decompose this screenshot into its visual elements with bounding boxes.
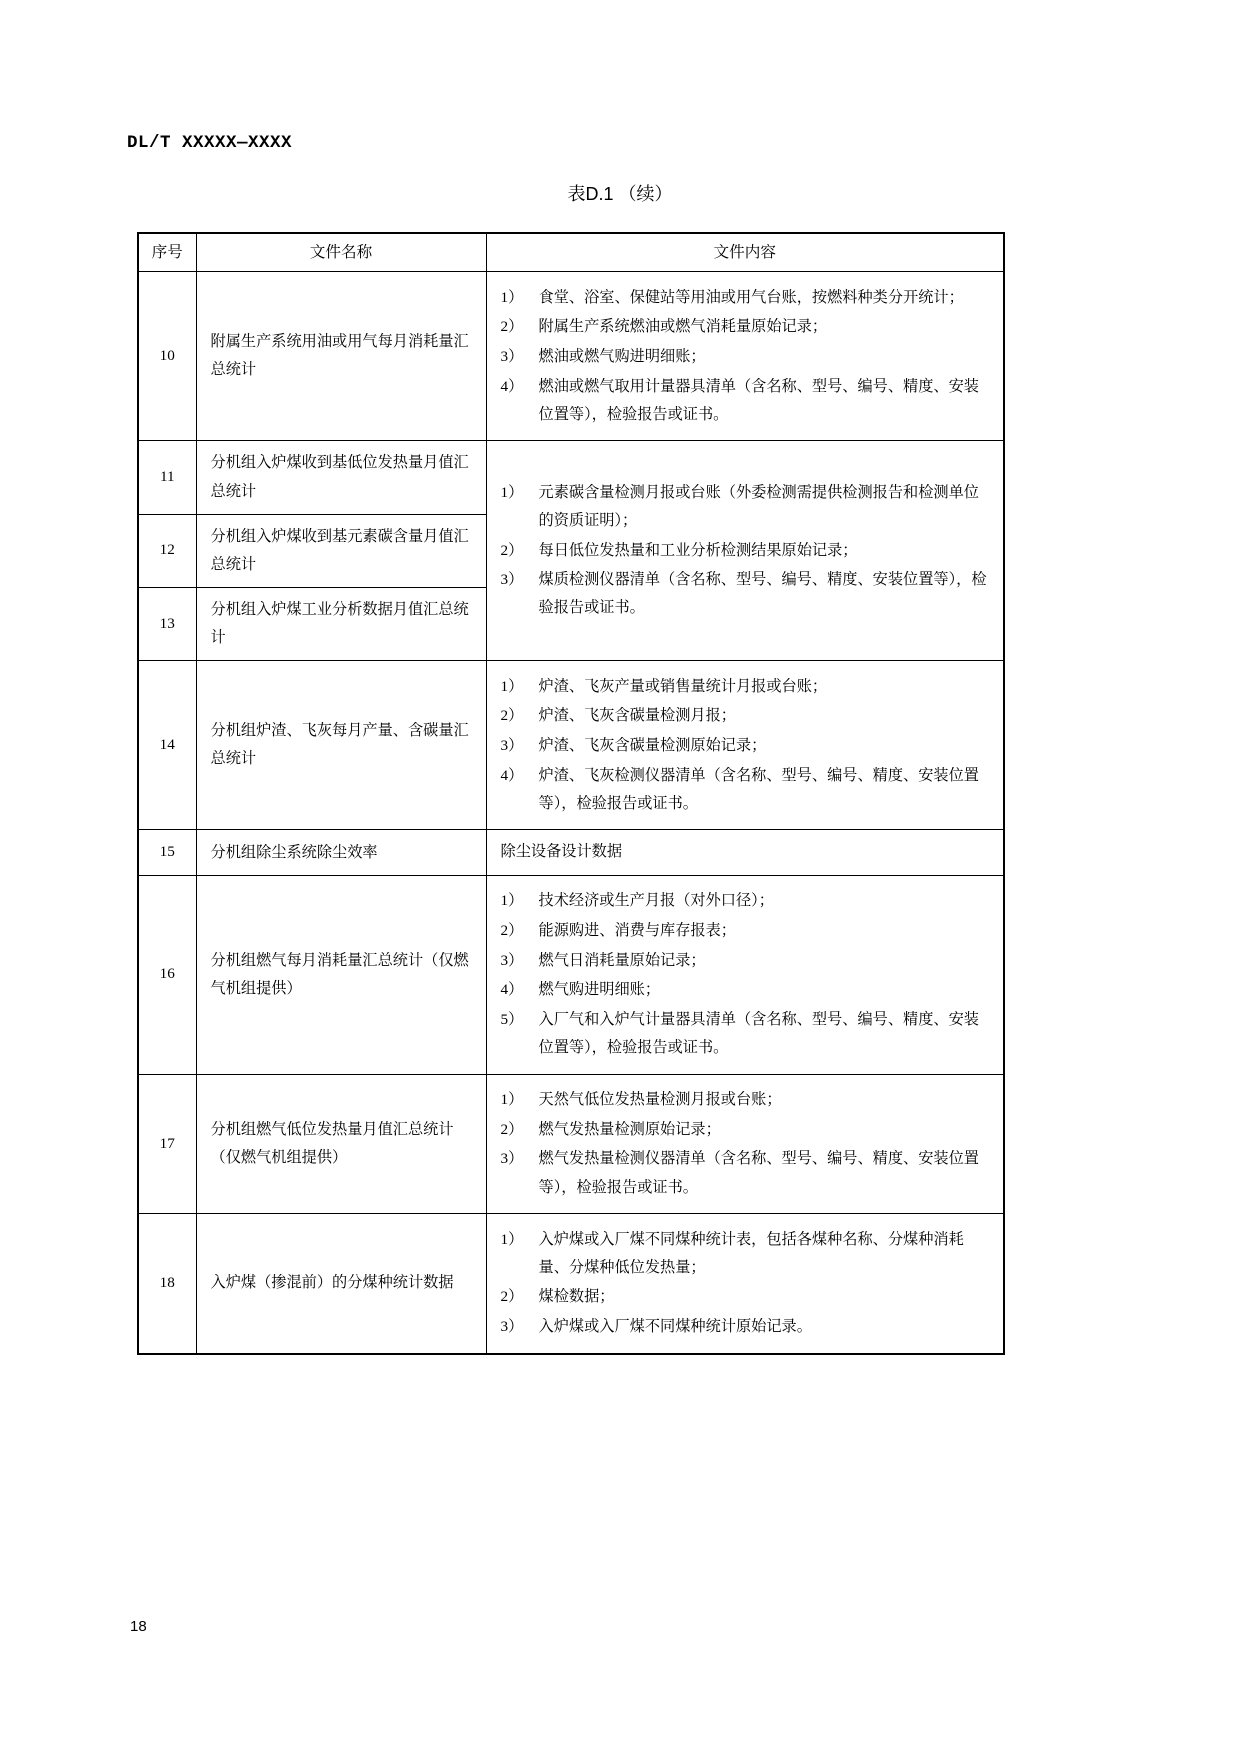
page-number: 18 [130,1618,147,1635]
item-text: 燃油或燃气购进明细账； [538,348,706,365]
item-text: 食堂、浴室、保健站等用油或用气台账，按燃料种类分开统计； [538,288,964,306]
item-text: 煤质检测仪器清单（含名称、型号、编号、精度、安装位置等），检验报告或证书。 [538,571,987,617]
item-marker: 2） [500,922,524,939]
item-text: 炉渣、飞灰检测仪器清单（含名称、型号、编号、精度、安装位置等），检验报告或证书。 [538,766,979,812]
list-item [497,479,992,535]
cell-no: 18 [138,1214,196,1354]
cell-file-content: 除尘设备设计数据 [486,830,1004,876]
item-text: 煤检数据； [538,1288,615,1306]
item-marker: 1） [500,892,524,910]
cell-no: 17 [138,1074,196,1214]
item-text: 入厂气和入炉气计量器具清单（含名称、型号、编号、精度、安装位置等），检验报告或证书。 [538,1010,979,1056]
list-item [497,373,992,429]
cell-file-name: 入炉煤（掺混前）的分煤种统计数据 [196,1214,486,1354]
cell-file-name: 分机组炉渣、飞灰每月产量、含碳量汇总统计 [196,661,486,830]
cell-file-name: 分机组入炉煤收到基低位发热量月值汇总统计 [196,441,486,514]
item-marker: 1） [500,1091,524,1109]
table-header-row [138,233,1004,272]
table-row [138,272,1004,441]
list-item [497,343,992,371]
list-item [497,566,992,622]
cell-no: 16 [138,875,196,1074]
cell-file-content [486,661,1004,830]
cell-file-content [486,1214,1004,1354]
item-marker: 2） [500,707,524,725]
item-text: 燃气发热量检测原始记录； [538,1120,721,1138]
document-table [137,232,1005,1355]
list-item [497,1116,992,1144]
cell-file-name: 分机组燃气低位发热量月值汇总统计（仅燃气机组提供） [196,1074,486,1214]
list-item [497,673,992,701]
cell-no: 15 [138,830,196,876]
cell-file-name: 分机组入炉煤工业分析数据月值汇总统计 [196,587,486,660]
content-item-list [497,284,992,429]
list-item [497,732,992,760]
item-text: 元素碳含量检测月报或台账（外委检测需提供检测报告和检测单位的资质证明）； [538,483,979,530]
content-item-list [497,887,992,1062]
cell-no: 12 [138,514,196,587]
list-item [497,917,992,945]
item-marker: 5） [500,1010,524,1028]
item-text: 技术经济或生产月报（对外口径）； [538,892,774,910]
table-row [138,1074,1004,1214]
cell-file-content-merged [486,441,1004,661]
cell-file-name: 附属生产系统用油或用气每月消耗量汇总统计 [196,272,486,441]
list-item [497,1006,992,1062]
item-text: 附属生产系统燃油或燃气消耗量原始记录； [538,318,828,336]
column-header-no: 序号 [138,233,196,272]
cell-file-name: 分机组入炉煤收到基元素碳含量月值汇总统计 [196,514,486,587]
item-text: 炉渣、飞灰含碳量检测原始记录； [538,736,767,754]
item-text: 入炉煤或入厂煤不同煤种统计原始记录。 [538,1318,812,1335]
item-text: 燃气购进明细账； [538,981,660,999]
table-row [138,441,1004,514]
cell-no: 11 [138,441,196,514]
list-item [497,284,992,312]
item-marker: 3） [500,1150,524,1168]
item-text: 炉渣、飞灰产量或销售量统计月报或台账； [538,677,828,695]
item-marker: 1） [500,1230,524,1248]
cell-file-content [486,1074,1004,1214]
item-marker: 1） [500,677,524,695]
content-item-list [497,1226,992,1342]
page-header-standard-code: DL/T XXXXX—XXXX [127,133,293,153]
item-text: 燃气日消耗量原始记录； [538,951,706,969]
item-marker: 1） [500,483,524,501]
list-item [497,537,992,565]
item-marker: 3） [500,571,524,589]
item-marker: 4） [500,766,524,784]
item-text: 炉渣、飞灰含碳量检测月报； [538,707,736,725]
item-marker: 3） [500,348,524,365]
item-text: 能源购进、消费与库存报表； [538,922,736,939]
item-text: 天然气低位发热量检测月报或台账； [538,1091,782,1109]
table-row [138,661,1004,830]
list-item [497,1086,992,1114]
content-item-list [497,479,992,623]
item-text: 入炉煤或入厂煤不同煤种统计表，包括各煤种名称、分煤种消耗量、分煤种低位发热量； [538,1230,964,1276]
table-row [138,1214,1004,1354]
item-text: 燃油或燃气取用计量器具清单（含名称、型号、编号、精度、安装位置等），检验报告或证书。 [538,377,979,423]
cell-file-name: 分机组燃气每月消耗量汇总统计（仅燃气机组提供） [196,875,486,1074]
cell-file-content [486,875,1004,1074]
list-item [497,947,992,975]
cell-file-name: 分机组除尘系统除尘效率 [196,830,486,876]
column-header-name: 文件名称 [196,233,486,272]
item-marker: 3） [500,736,524,754]
item-marker: 2） [500,1288,524,1306]
table-row [138,875,1004,1074]
list-item [497,1313,992,1341]
list-item [497,1145,992,1201]
item-marker: 2） [500,541,524,559]
item-marker: 3） [500,1318,524,1335]
cell-no: 13 [138,587,196,660]
item-marker: 4） [500,981,524,999]
list-item [497,887,992,915]
content-item-list [497,1086,992,1202]
item-text: 燃气发热量检测仪器清单（含名称、型号、编号、精度、安装位置等），检验报告或证书。 [538,1150,979,1196]
list-item [497,313,992,341]
cell-no: 10 [138,272,196,441]
item-text: 每日低位发热量和工业分析检测结果原始记录； [538,541,858,559]
item-marker: 2） [500,318,524,336]
item-marker: 1） [500,288,524,306]
table-caption: 表D.1 （续） [567,184,673,204]
table-row [138,830,1004,876]
list-item [497,1226,992,1282]
list-item [497,976,992,1004]
column-header-content: 文件内容 [486,233,1004,272]
list-item [497,762,992,818]
cell-file-content [486,272,1004,441]
item-marker: 2） [500,1120,524,1138]
content-item-list [497,673,992,818]
cell-no: 14 [138,661,196,830]
item-marker: 3） [500,951,524,969]
item-marker: 4） [500,377,524,395]
list-item [497,1283,992,1311]
list-item [497,702,992,730]
